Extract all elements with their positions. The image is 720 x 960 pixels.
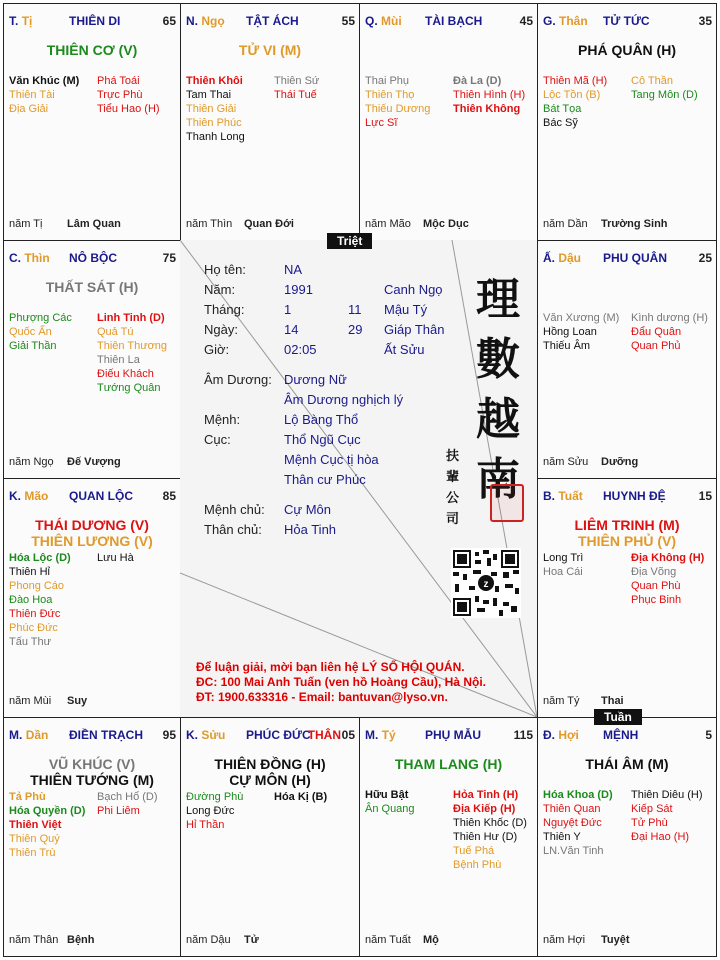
palace-header xyxy=(543,251,712,267)
branch-label: Dậu xyxy=(558,251,582,265)
left-star-column xyxy=(186,790,243,832)
minor-star: LN.Văn Tinh xyxy=(543,845,604,857)
stem-label: M. xyxy=(9,728,23,742)
name-label: Họ tên: xyxy=(204,262,246,277)
branch-label: Sửu xyxy=(201,728,226,742)
minor-star: Đà La (D) xyxy=(453,75,502,87)
left-star-column xyxy=(365,788,415,816)
minor-star: Long Trì xyxy=(543,552,584,564)
minor-star: Đẩu Quân xyxy=(631,326,682,338)
contact-block xyxy=(196,660,486,705)
minor-star: Bác Sỹ xyxy=(543,117,578,129)
svg-text:z: z xyxy=(483,579,489,590)
minor-star: Hữu Bật xyxy=(365,789,409,801)
major-star: VŨ KHÚC (V) xyxy=(48,756,136,772)
major-star: THIÊN PHỦ (V) xyxy=(578,533,676,549)
menhchu-value: Cự Môn xyxy=(284,502,331,517)
calligraphy-logo xyxy=(463,270,533,510)
palace-ngo xyxy=(180,3,360,241)
major-star: THIÊN LƯƠNG (V) xyxy=(31,533,153,549)
palace-ty xyxy=(359,717,538,957)
major-star: LIÊM TRINH (M) xyxy=(574,517,680,533)
palace-than xyxy=(537,3,717,241)
minor-star: Thiên Việt xyxy=(9,819,62,831)
info-block xyxy=(204,262,464,552)
triet-marker: Triệt xyxy=(327,233,372,249)
stem-label: Q. xyxy=(365,14,378,28)
contact-line-3: ĐT: 1900.633316 - Email: bantuvan@lyso.vn. xyxy=(196,690,448,704)
minor-star: Giải Thần xyxy=(9,340,57,352)
than-tag: THÂN xyxy=(307,728,341,742)
minor-star: Thiên Tài xyxy=(9,89,55,101)
minor-star: Ân Quang xyxy=(365,803,415,815)
minor-star: Hóa Kị (B) xyxy=(274,791,328,803)
right-star-column xyxy=(631,311,708,353)
stem-label: Đ. xyxy=(543,728,555,742)
thanchu-label: Thân chủ: xyxy=(204,522,262,537)
minor-star: Phi Liêm xyxy=(97,805,140,817)
minor-star: Đại Hao (H) xyxy=(631,831,690,843)
year-branch: năm Sửu xyxy=(543,456,589,468)
calli-char-4: 南 xyxy=(476,454,520,505)
palace-header xyxy=(9,489,176,505)
right-star-column xyxy=(97,74,160,116)
palace-footer xyxy=(9,456,179,468)
year-branch: năm Tý xyxy=(543,695,580,707)
palace-name: PHU QUÂN xyxy=(603,251,668,265)
palace-hoi xyxy=(537,717,717,957)
life-stage: Suy xyxy=(67,695,88,707)
cuc-note: Mệnh Cục tị hòa xyxy=(284,452,379,467)
left-star-column xyxy=(9,790,85,860)
minor-star: Tả Phù xyxy=(9,791,46,803)
minor-star: Thiên Trù xyxy=(9,847,56,859)
stem-label: C. xyxy=(9,251,21,265)
cuc-label: Cục: xyxy=(204,432,231,447)
left-star-column xyxy=(543,788,613,858)
menh-label: Mệnh: xyxy=(204,412,241,427)
age-number: 95 xyxy=(162,728,176,742)
palace-footer xyxy=(543,934,713,946)
minor-star: Hoa Cái xyxy=(543,566,583,578)
minor-star: Tử Phù xyxy=(631,817,668,829)
right-star-column xyxy=(274,74,319,102)
age-number: 65 xyxy=(162,14,176,28)
palace-header xyxy=(365,728,533,744)
minor-star: Bệnh Phù xyxy=(453,859,502,871)
minor-star: Thiên Hư (D) xyxy=(453,831,518,843)
qr-code-icon[interactable] xyxy=(451,548,521,618)
right-star-column xyxy=(97,311,167,395)
minor-star: Thiên Đức xyxy=(9,608,61,620)
minor-star: Trực Phù xyxy=(97,89,143,101)
contact-line-2: ĐC: 100 Mai Anh Tuấn (ven hồ Hoàng Cầu), Hà Nội. xyxy=(196,675,487,689)
minor-star: Đào Hoa xyxy=(9,594,53,606)
palace-footer xyxy=(365,934,535,946)
palace-name: NÔ BỘC xyxy=(69,251,117,265)
branch-label: Mùi xyxy=(381,14,402,28)
palace-header xyxy=(543,728,712,744)
minor-star: Thiên Khôi xyxy=(186,75,243,87)
age-number: 85 xyxy=(162,489,176,503)
age-number: 35 xyxy=(698,14,712,28)
minor-star: Tiểu Hao (H) xyxy=(97,103,160,115)
life-stage: Bệnh xyxy=(67,934,95,946)
minor-star: Địa Không (H) xyxy=(631,552,705,564)
minor-star: Phượng Các xyxy=(9,312,72,324)
right-star-column xyxy=(631,551,704,607)
life-stage: Dưỡng xyxy=(601,456,639,468)
life-stage: Trường Sinh xyxy=(601,218,668,230)
major-star: THÁI DƯƠNG (V) xyxy=(35,517,149,533)
age-number: 5 xyxy=(705,728,712,742)
minor-star: Đường Phù xyxy=(186,791,244,803)
right-star-column xyxy=(631,788,703,844)
minor-star: Long Đức xyxy=(186,805,235,817)
age-number: 115 xyxy=(513,728,533,742)
palace-footer xyxy=(186,934,356,946)
major-star: PHÁ QUÂN (H) xyxy=(578,42,676,58)
palace-header xyxy=(9,728,176,744)
palace-name: PHỤ MẪU xyxy=(425,728,481,742)
branch-label: Tuất xyxy=(558,489,583,503)
year-branch: năm Thân xyxy=(9,934,59,946)
minor-star: Linh Tinh (D) xyxy=(97,312,165,324)
day-value: 14 xyxy=(284,322,299,337)
tuan-marker: Tuần xyxy=(594,709,642,725)
major-star: THIÊN ĐỒNG (H) xyxy=(214,756,326,772)
palace-name: PHÚC ĐỨC xyxy=(246,728,311,742)
palace-suu xyxy=(180,717,360,957)
minor-star: Hóa Khoa (D) xyxy=(543,789,613,801)
year-branch: năm Thìn xyxy=(186,218,233,230)
minor-star: Thiên Y xyxy=(543,831,581,843)
left-star-column xyxy=(543,74,607,130)
minor-star: Lực Sĩ xyxy=(365,117,398,129)
palace-header xyxy=(543,14,712,30)
calli-char-2: 數 xyxy=(476,334,520,385)
amduong-label: Âm Dương: xyxy=(204,372,272,387)
minor-star: Thiên Hỉ xyxy=(9,566,50,578)
palace-footer xyxy=(9,695,179,707)
palace-thin xyxy=(3,240,181,479)
hour-label: Giờ: xyxy=(204,342,230,357)
month-canchi: Mậu Tý xyxy=(384,302,428,317)
minor-star: Bát Tọa xyxy=(543,103,582,115)
left-star-column xyxy=(543,311,619,353)
palace-footer xyxy=(543,695,713,707)
year-branch: năm Dậu xyxy=(186,934,231,946)
year-branch: năm Tuất xyxy=(365,934,411,946)
right-star-column xyxy=(631,74,698,102)
palace-tuat xyxy=(537,478,717,718)
minor-star: Thiên Phúc xyxy=(186,117,242,129)
minor-star: Thiên Quan xyxy=(543,803,601,815)
age-number: 55 xyxy=(341,14,355,28)
minor-star: Văn Xương (M) xyxy=(543,312,620,324)
palace-footer xyxy=(543,218,713,230)
year-canchi: Canh Ngọ xyxy=(384,282,443,297)
life-stage: Mộ xyxy=(423,934,439,946)
branch-label: Tý xyxy=(381,728,396,742)
minor-star: Thiên La xyxy=(97,354,140,366)
day-lunar: 29 xyxy=(348,322,363,337)
month-label: Tháng: xyxy=(204,302,245,317)
year-branch: năm Hợi xyxy=(543,934,586,946)
minor-star: Tấu Thư xyxy=(9,636,52,648)
name-value: NA xyxy=(284,262,303,277)
palace-footer xyxy=(9,218,179,230)
stem-label: T. xyxy=(9,14,19,28)
stem-label: M. xyxy=(365,728,379,742)
palace-footer xyxy=(365,218,535,230)
minor-star: Cô Thần xyxy=(631,75,673,87)
palace-footer xyxy=(543,456,713,468)
menhchu-label: Mệnh chủ: xyxy=(204,502,265,517)
major-star: THIÊN TƯỚNG (M) xyxy=(30,772,154,788)
age-number: 05 xyxy=(341,728,355,742)
branch-label: Thân xyxy=(559,14,588,28)
stem-label: G. xyxy=(543,14,556,28)
minor-star: Tang Môn (D) xyxy=(631,89,698,101)
major-star: THIÊN CƠ (V) xyxy=(46,42,138,58)
minor-star: Địa Kiếp (H) xyxy=(453,803,516,815)
left-star-column xyxy=(365,74,430,130)
month-value: 1 xyxy=(284,302,292,317)
palace-header xyxy=(9,14,176,30)
day-canchi: Giáp Thân xyxy=(384,322,445,337)
stem-label: B. xyxy=(543,489,555,503)
branch-label: Dần xyxy=(25,728,49,742)
palace-name: MỆNH xyxy=(603,728,639,742)
minor-star: Kiếp Sát xyxy=(631,803,673,815)
minor-star: Quan Phủ xyxy=(631,340,681,352)
contact-line-1: Để luận giải, mời bạn liên hệ LÝ SỐ HỘI QUÁN. xyxy=(196,660,465,674)
year-branch: năm Dần xyxy=(543,218,588,230)
palace-footer xyxy=(9,934,179,946)
left-star-column xyxy=(9,74,79,116)
left-star-column xyxy=(9,311,72,353)
minor-star: Phong Cáo xyxy=(9,580,65,592)
minor-star: Tam Thai xyxy=(186,89,232,101)
minor-star: Bạch Hổ (D) xyxy=(97,791,158,803)
age-number: 25 xyxy=(698,251,712,265)
minor-star: Thiên Khốc (D) xyxy=(453,817,527,829)
age-number: 15 xyxy=(698,489,712,503)
palace-name: QUAN LỘC xyxy=(69,489,133,503)
palace-name: TẬT ÁCH xyxy=(246,14,299,28)
stem-label: Ấ. xyxy=(543,251,555,265)
minor-star: Nguyệt Đức xyxy=(543,817,602,829)
minor-star: Thiên Thọ xyxy=(365,89,415,101)
red-seal-icon xyxy=(490,484,524,522)
life-stage: Quan Đới xyxy=(244,218,294,230)
minor-star: Lộc Tồn (B) xyxy=(543,89,601,101)
month-lunar: 11 xyxy=(348,302,362,317)
stem-label: K. xyxy=(186,728,198,742)
age-number: 75 xyxy=(162,251,176,265)
palace-name: TÀI BẠCH xyxy=(425,14,483,28)
branch-label: Thìn xyxy=(24,251,50,265)
life-stage: Tử xyxy=(244,934,259,946)
day-label: Ngày: xyxy=(204,322,238,337)
minor-star: Phục Binh xyxy=(631,594,682,606)
right-star-column xyxy=(274,790,327,804)
minor-star: Quan Phù xyxy=(631,580,681,592)
calli-char-1: 理 xyxy=(476,274,520,325)
palace-header xyxy=(186,728,355,744)
minor-star: Tướng Quân xyxy=(97,382,161,394)
minor-star: Hỉ Thần xyxy=(186,819,225,831)
minor-star: Thiên Hình (H) xyxy=(453,89,526,101)
minor-star: Lưu Hà xyxy=(97,552,134,564)
hour-canchi: Ất Sửu xyxy=(384,342,425,357)
minor-star: Phá Toái xyxy=(97,75,140,87)
minor-star: Hồng Loan xyxy=(543,326,597,338)
minor-star: Phúc Đức xyxy=(9,622,58,634)
palace-dan xyxy=(3,717,181,957)
branch-label: Tị xyxy=(21,14,33,28)
minor-star: Thiên Giải xyxy=(186,103,237,115)
palace-dau xyxy=(537,240,717,479)
cuc-value: Thổ Ngũ Cục xyxy=(284,432,361,447)
minor-star: Thái Tuế xyxy=(274,89,317,101)
year-branch: năm Mùi xyxy=(9,695,52,707)
minor-star: Văn Khúc (M) xyxy=(9,75,80,87)
minor-star: Thiếu Âm xyxy=(543,340,591,352)
left-star-column xyxy=(543,551,583,579)
palace-name: HUYNH ĐỆ xyxy=(603,489,666,503)
thanchu-value: Hỏa Tinh xyxy=(284,522,337,537)
minor-star: Thiên Mã (H) xyxy=(543,75,608,87)
minor-star: Thiên Không xyxy=(453,103,521,115)
minor-star: Tuế Phá xyxy=(453,845,495,857)
palace-mao xyxy=(3,478,181,718)
year-value: 1991 xyxy=(284,282,313,297)
branch-label: Ngọ xyxy=(201,14,225,28)
palace-header xyxy=(9,251,176,267)
right-star-column xyxy=(97,790,158,818)
amduong-note: Âm Dương nghịch lý xyxy=(284,392,404,407)
minor-star: Hóa Quyền (D) xyxy=(9,805,86,817)
palace-name: ĐIỀN TRẠCH xyxy=(69,728,143,742)
major-star: THAM LANG (H) xyxy=(394,756,503,772)
minor-star: Hỏa Tinh (H) xyxy=(453,789,519,801)
than-cu-note: Thân cư Phúc xyxy=(284,472,366,487)
palace-footer xyxy=(186,218,356,230)
amduong-value: Dương Nữ xyxy=(284,372,347,387)
minor-star: Kình dương (H) xyxy=(631,312,708,324)
right-star-column xyxy=(97,551,134,565)
minor-star: Hóa Lộc (D) xyxy=(9,552,71,564)
year-branch: năm Mão xyxy=(365,218,411,230)
life-stage: Đế Vượng xyxy=(67,456,121,468)
left-star-column xyxy=(9,551,71,649)
palace-header xyxy=(543,489,712,505)
life-stage: Mộc Dục xyxy=(423,218,469,230)
minor-star: Địa Giải xyxy=(9,103,49,115)
stem-label: N. xyxy=(186,14,198,28)
minor-star: Quả Tú xyxy=(97,326,134,338)
minor-star: Thai Phụ xyxy=(365,75,410,87)
palace-name: TỬ TỨC xyxy=(603,14,650,28)
minor-star: Quốc Ấn xyxy=(9,326,52,338)
year-label: Năm: xyxy=(204,282,236,297)
minor-star: Thiên Quý xyxy=(9,833,60,845)
stem-label: K. xyxy=(9,489,21,503)
hour-value: 02:05 xyxy=(284,342,317,357)
branch-label: Hợi xyxy=(558,728,579,742)
right-star-column xyxy=(453,788,527,872)
right-star-column xyxy=(453,74,525,116)
minor-star: Thiên Thương xyxy=(97,340,168,352)
life-stage: Thai xyxy=(601,695,624,707)
minor-star: Thanh Long xyxy=(186,131,245,143)
year-branch: năm Tị xyxy=(9,218,43,230)
life-stage: Lâm Quan xyxy=(67,218,121,230)
menh-value: Lộ Bàng Thổ xyxy=(284,412,359,427)
major-star: THẤT SÁT (H) xyxy=(45,279,139,295)
palace-ti xyxy=(3,3,181,241)
major-star: TỬ VI (M) xyxy=(238,42,302,58)
life-stage: Tuyệt xyxy=(601,934,630,946)
palace-header xyxy=(186,14,355,30)
minor-star: Địa Võng xyxy=(631,566,677,578)
minor-star: Thiên Diêu (H) xyxy=(631,789,703,801)
left-star-column xyxy=(186,74,245,144)
calli-char-3: 越 xyxy=(476,394,520,445)
major-star: THÁI ÂM (M) xyxy=(585,756,669,772)
year-branch: năm Ngọ xyxy=(9,456,54,468)
palace-header xyxy=(365,14,533,30)
palace-name: THIÊN DI xyxy=(69,14,121,28)
branch-label: Mão xyxy=(24,489,49,503)
palace-mui xyxy=(359,3,538,241)
minor-star: Thiên Sứ xyxy=(274,75,320,87)
minor-star: Thiếu Dương xyxy=(365,103,431,115)
small-seal-text: 扶 輩 公 司 xyxy=(446,449,460,527)
major-star: CỰ MÔN (H) xyxy=(229,772,311,788)
minor-star: Điếu Khách xyxy=(97,368,154,380)
age-number: 45 xyxy=(519,14,533,28)
